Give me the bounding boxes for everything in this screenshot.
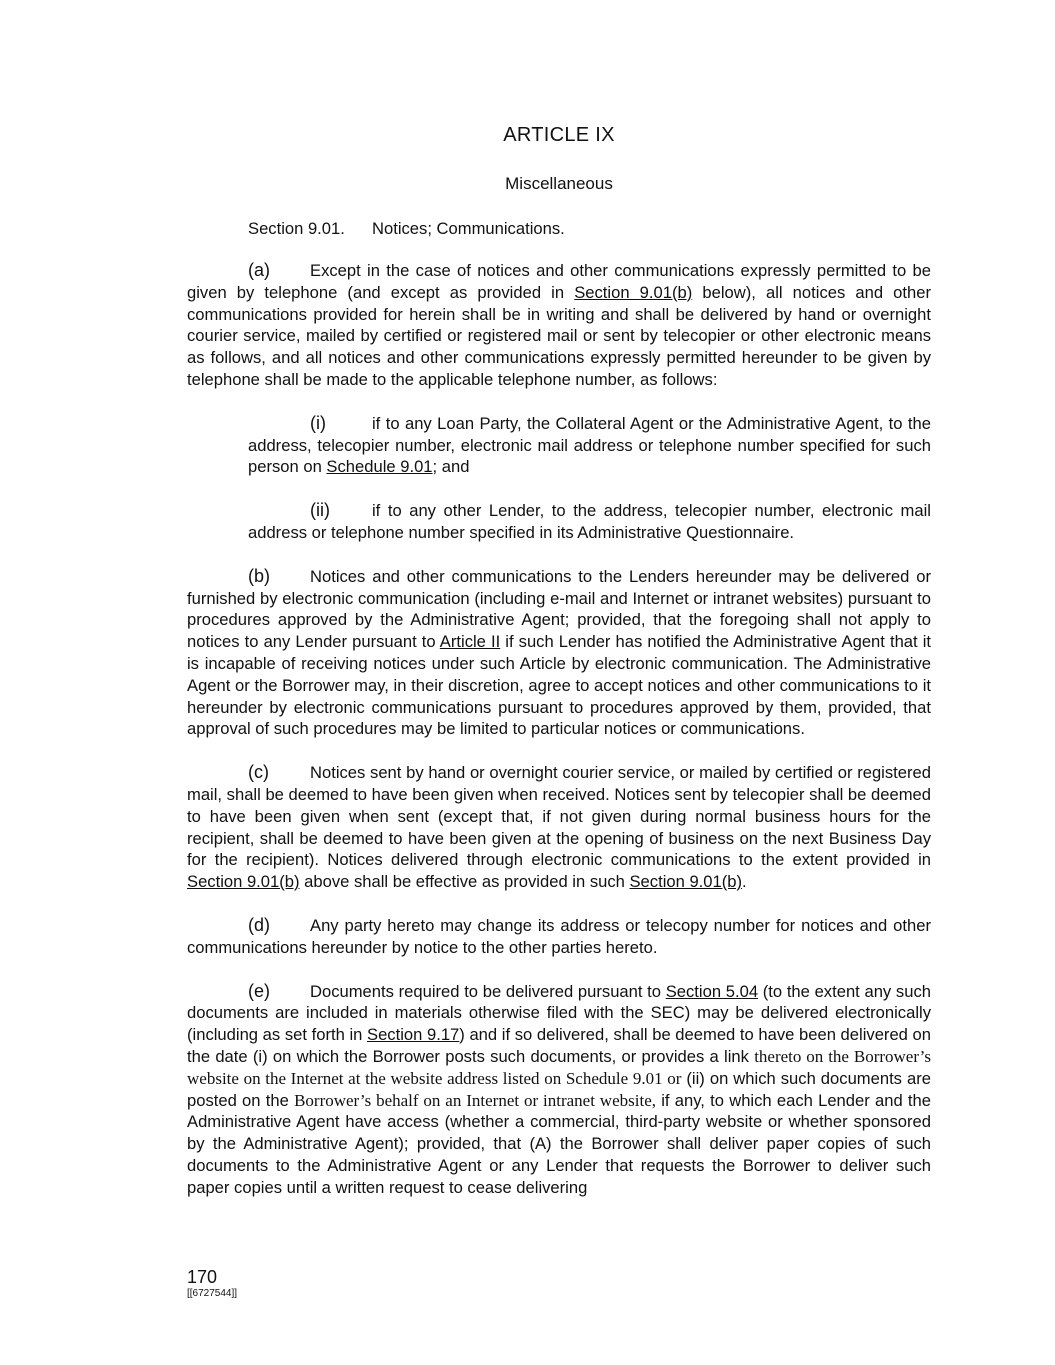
paragraph-b	[187, 566, 931, 740]
paragraph-label: (ii)	[310, 500, 330, 521]
paragraph-text: if to any other Lender, to the address, telecopier number, electronic mail address or telephone number specified in its Administrative Questionnaire.	[248, 501, 931, 542]
paragraph-c	[187, 762, 931, 893]
cross-reference: Section 5.04	[665, 981, 759, 1001]
paragraph-text-serif: thereto on the Borrower’s website on the Internet at the website address listed on Schedule 9.01 or	[187, 1046, 931, 1088]
cross-reference: Section 9.01(b)	[574, 282, 693, 302]
article-heading: ARTICLE IX	[503, 124, 615, 146]
paragraph-text: if such Lender has notified the Administrative Agent that it is incapable of receiving notices under such Article by electronic communication. The Administrative Agent or the Borrower may, in their discretion, agree to accept notices and other communications to it hereunder by electronic communications pursuant to procedures approved by them, provided, that approval of such procedures may be limited to particular notices or communications.	[187, 632, 932, 739]
subparagraph-i	[248, 413, 931, 478]
paragraph-text: below), all notices and other communications provided for herein shall be in writing and shall be delivered by hand or overnight courier service, mailed by certified or registered mail or sent by telecopier or other electronic means as follows, and all notices and other communications expressly permitted hereunder to be given by telephone shall be made to the applicable telephone number, as follows:	[187, 282, 931, 389]
paragraph-text: if to any Loan Party, the Collateral Agent or the Administrative Agent, to the address, telecopier number, electronic mail address or telephone number specified for such person on	[248, 413, 931, 477]
paragraph-d	[187, 915, 931, 959]
paragraph-label: (b)	[248, 565, 270, 586]
paragraph-label: (d)	[248, 914, 270, 935]
paragraph-text: Notices sent by hand or overnight courier service, or mailed by certified or registered mail, shall be deemed to have been given when received. Notices sent by telecopier shall be deemed to have been given when sent (except that, if not given during normal business hours for the recipient, shall be deemed to have been given at the opening of business on the next Business Day for the recipient). Notices delivered through electronic communications to the extent provided in	[187, 763, 931, 870]
cross-reference: Schedule 9.01	[326, 457, 433, 477]
paragraph-text: Notices and other communications to the Lenders hereunder may be delivered or furnished by electronic communication (including e-mail and Internet or intranet websites) pursuant to procedures approved by the Administrative Agent; provided, that the foregoing shall not apply to notices to any Lender pursuant to	[187, 566, 931, 652]
paragraph-text: (to the extent any such documents are included in materials otherwise filed with the SEC) may be delivered electronically (including as set forth in	[187, 981, 931, 1045]
document-id: [[6727544]]	[187, 1288, 238, 1299]
paragraph-text: Documents required to be delivered pursuant to	[310, 981, 666, 1001]
section-heading	[248, 218, 931, 240]
paragraph-e	[187, 981, 931, 1199]
cross-reference: Section 9.17	[367, 1025, 460, 1045]
paragraph-text: Except in the case of notices and other communications expressly permitted to be given by telephone (and except as provided in	[187, 261, 931, 302]
paragraph-text: .	[742, 872, 747, 892]
section-title: Notices; Communications.	[372, 219, 565, 238]
paragraph-label: (c)	[248, 762, 269, 783]
subparagraph-ii	[248, 500, 931, 544]
paragraph-text: Any party hereto may change its address or telecopy number for notices and other communications hereunder by notice to the other parties hereto.	[187, 915, 931, 957]
paragraph-label: (i)	[310, 412, 326, 433]
page-number: 170	[187, 1267, 218, 1287]
paragraph-text: ) and if so delivered, shall be deemed to have been delivered on the date (i) on which the Borrower posts such documents, or provides a link	[187, 1025, 931, 1066]
section-number: Section 9.01.	[248, 219, 345, 238]
paragraph-text: (ii) on which such documents are posted on the	[187, 1068, 931, 1110]
paragraph-text: if any, to which each Lender and the Administrative Agent have access (whether a commercial, third-party website or whether sponsored by the Administrative Agent); provided, that (A) the Borrower shall deliver paper copies of such documents to the Administrative Agent or any Lender that requests the Borrower to deliver such paper copies until a written request to cease delivering	[187, 1090, 931, 1197]
cross-reference: Article II	[439, 632, 501, 652]
paragraph-label: (a)	[248, 260, 270, 280]
page-footer	[187, 1267, 237, 1301]
paragraph-text-serif: Borrower’s behalf on an Internet or intranet website,	[294, 1090, 656, 1110]
document-page	[187, 124, 931, 1220]
cross-reference: Section 9.01(b)	[629, 872, 743, 892]
paragraph-a	[187, 260, 931, 391]
paragraph-text: above shall be effective as provided in such	[299, 872, 630, 892]
article-title: Miscellaneous	[505, 174, 613, 193]
cross-reference: Section 9.01(b)	[187, 872, 300, 892]
paragraph-text: ; and	[432, 457, 470, 477]
paragraph-label: (e)	[248, 980, 270, 1001]
